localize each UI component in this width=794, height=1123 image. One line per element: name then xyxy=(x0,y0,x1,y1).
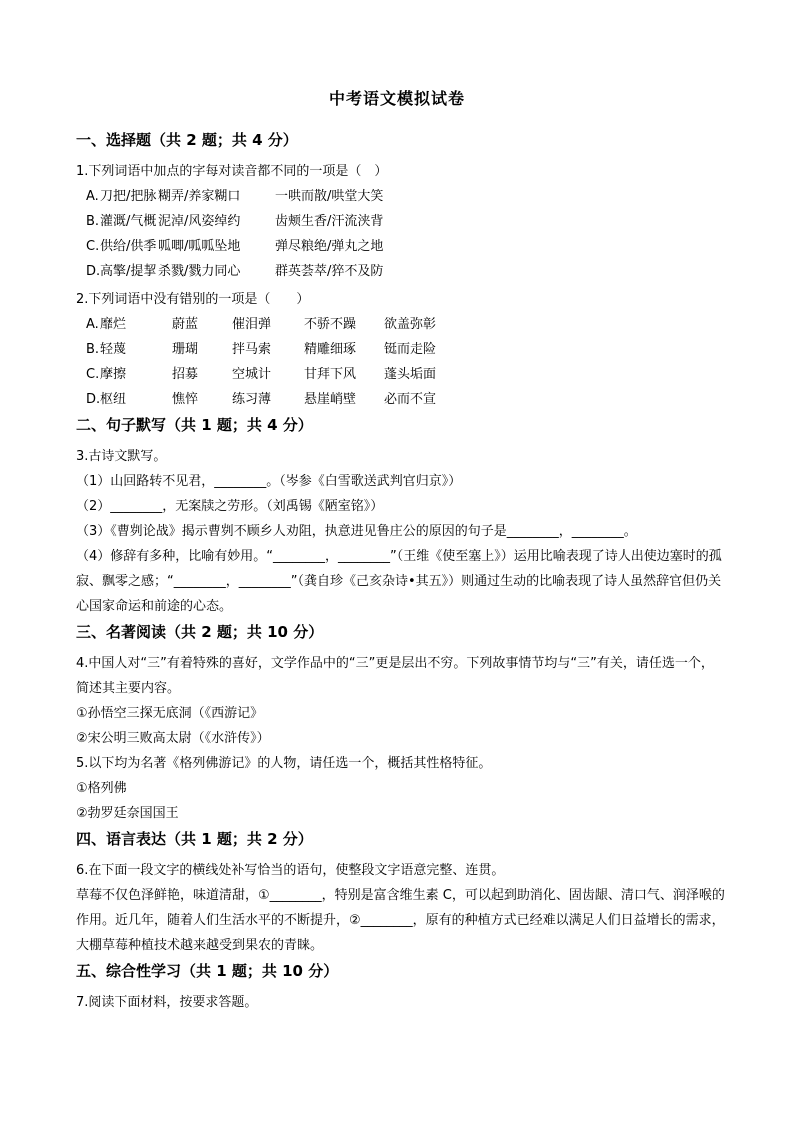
option-word: 一哄而散/哄堂大笑 xyxy=(275,189,384,204)
section-heading-classics: 三、名著阅读（共 2 题；共 10 分） xyxy=(76,623,324,641)
option-word: 蔚蓝 xyxy=(172,317,199,332)
option-word: 刀把/把脉 xyxy=(100,189,157,204)
option-word: 弹尽粮绝/弹丸之地 xyxy=(275,239,384,254)
option-word: 催泪弹 xyxy=(232,317,272,332)
option-word: 杀戮/戮力同心 xyxy=(158,264,241,279)
option-label: C. xyxy=(86,367,100,382)
option-word: 蓬头垢面 xyxy=(384,367,437,382)
option-word: 糊弄/养家糊口 xyxy=(158,189,241,204)
question-3-item-4: （4）修辞有多种，比喻有妙用。“________，________”（王维《使至塞上》）运用比喻表现了诗人出使边塞时的孤寂、飘零之感；“________，________”（龚自珍《己亥杂诗•其五》）则通过生动的比喻表现了诗人虽然辞官但仍关心国家命运和前途的心态。 xyxy=(76,549,722,614)
question-5-item-2: ②勃罗廷奈国国王 xyxy=(76,806,179,821)
option-word: 枢纽 xyxy=(100,392,127,407)
option-word: 轻蔑 xyxy=(100,342,127,357)
option-word: 靡烂 xyxy=(100,317,127,332)
option-word: 精雕细琢 xyxy=(304,342,357,357)
option-word: 珊瑚 xyxy=(172,342,199,357)
question-4-stem: 4.中国人对“三”有着特殊的喜好，文学作品中的“三”更是层出不穷。下列故事情节均与“三”有关，请任选一个，简述其主要内容。 xyxy=(76,656,714,696)
question-2-option-a xyxy=(76,312,726,337)
option-word: 空城计 xyxy=(232,367,272,382)
question-3-item-2: （2）________，无案牍之劳形。（刘禹锡《陋室铭》） xyxy=(76,499,384,514)
option-word: 齿颊生香/汗流浃背 xyxy=(275,214,384,229)
question-1-option-d xyxy=(76,259,726,284)
page-title: 中考语文模拟试卷 xyxy=(328,89,465,108)
question-6-stem: 6.在下面一段文字的横线处补写恰当的语句，使整段文字语意完整、连贯。 xyxy=(76,863,505,878)
section-heading-choice: 一、选择题（共 2 题；共 4 分） xyxy=(76,131,298,149)
question-2-option-c xyxy=(76,362,726,387)
option-word: 高擎/提挈 xyxy=(100,264,157,279)
exam-content xyxy=(76,128,726,1015)
question-2-stem: 2.下列词语中没有错别的一项是（ ） xyxy=(76,292,310,307)
question-3-item-3: （3）《曹刿论战》揭示曹刿不顾乡人劝阻，执意进见鲁庄公的原因的句子是________，________。 xyxy=(76,524,637,539)
option-word: 泥淖/风姿绰约 xyxy=(158,214,241,229)
option-word: 甘拜下风 xyxy=(304,367,357,382)
section-heading-expression: 四、语言表达（共 1 题；共 2 分） xyxy=(76,830,313,848)
option-word: 铤而走险 xyxy=(384,342,437,357)
option-label: B. xyxy=(86,342,100,357)
option-word: 招募 xyxy=(172,367,199,382)
question-5-item-1: ①格列佛 xyxy=(76,781,127,796)
option-word: 群英荟萃/猝不及防 xyxy=(275,264,384,279)
question-1-option-c xyxy=(76,234,726,259)
question-1-option-b xyxy=(76,209,726,234)
option-word: 必而不宣 xyxy=(384,392,437,407)
option-label: A. xyxy=(86,317,99,332)
option-word: 练习薄 xyxy=(232,392,272,407)
question-3-stem: 3.古诗文默写。 xyxy=(76,449,167,464)
question-4-item-1: ①孙悟空三探无底洞（《西游记》 xyxy=(76,706,264,721)
question-2-option-d xyxy=(76,387,726,412)
option-word: 呱唧/呱呱坠地 xyxy=(158,239,241,254)
option-word: 拌马索 xyxy=(232,342,272,357)
option-label: B. xyxy=(86,214,100,229)
question-1-stem: 1.下列词语中加点的字每对读音都不同的一项是（ ） xyxy=(76,164,388,179)
section-heading-comprehensive: 五、综合性学习（共 1 题；共 10 分） xyxy=(76,962,339,980)
section-heading-recitation: 二、句子默写（共 1 题；共 4 分） xyxy=(76,416,313,434)
question-3-item-1: （1）山回路转不见君，________。（岑参《白雪歌送武判官归京》） xyxy=(76,474,462,489)
option-word: 憔悴 xyxy=(172,392,199,407)
option-word: 悬崖峭壁 xyxy=(304,392,357,407)
option-label: C. xyxy=(86,239,100,254)
question-1-option-a xyxy=(76,184,726,209)
question-6-passage: 草莓不仅色泽鲜艳，味道清甜，①________，特别是富含维生素 C，可以起到助消化、固齿龈、清口气、润泽喉的作用。近几年，随着人们生活水平的不断提升，②________，原有的种植方式已经难以满足人们日益增长的需求，大棚草莓种植技术越来越受到果农的青睐。 xyxy=(76,888,725,953)
question-5-stem: 5.以下均为名著《格列佛游记》的人物，请任选一个，概括其性格特征。 xyxy=(76,756,492,771)
option-label: D. xyxy=(86,264,101,279)
option-word: 欲盖弥彰 xyxy=(384,317,437,332)
option-word: 不骄不躁 xyxy=(304,317,357,332)
option-word: 灌溉/气概 xyxy=(100,214,157,229)
option-label: D. xyxy=(86,392,101,407)
question-7-stem: 7.阅读下面材料，按要求答题。 xyxy=(76,995,258,1010)
question-4-item-2: ②宋公明三败高太尉（《水浒传》） xyxy=(76,731,270,746)
option-word: 摩擦 xyxy=(100,367,127,382)
option-word: 供给/供季 xyxy=(100,239,157,254)
option-label: A. xyxy=(86,189,99,204)
question-2-option-b xyxy=(76,337,726,362)
